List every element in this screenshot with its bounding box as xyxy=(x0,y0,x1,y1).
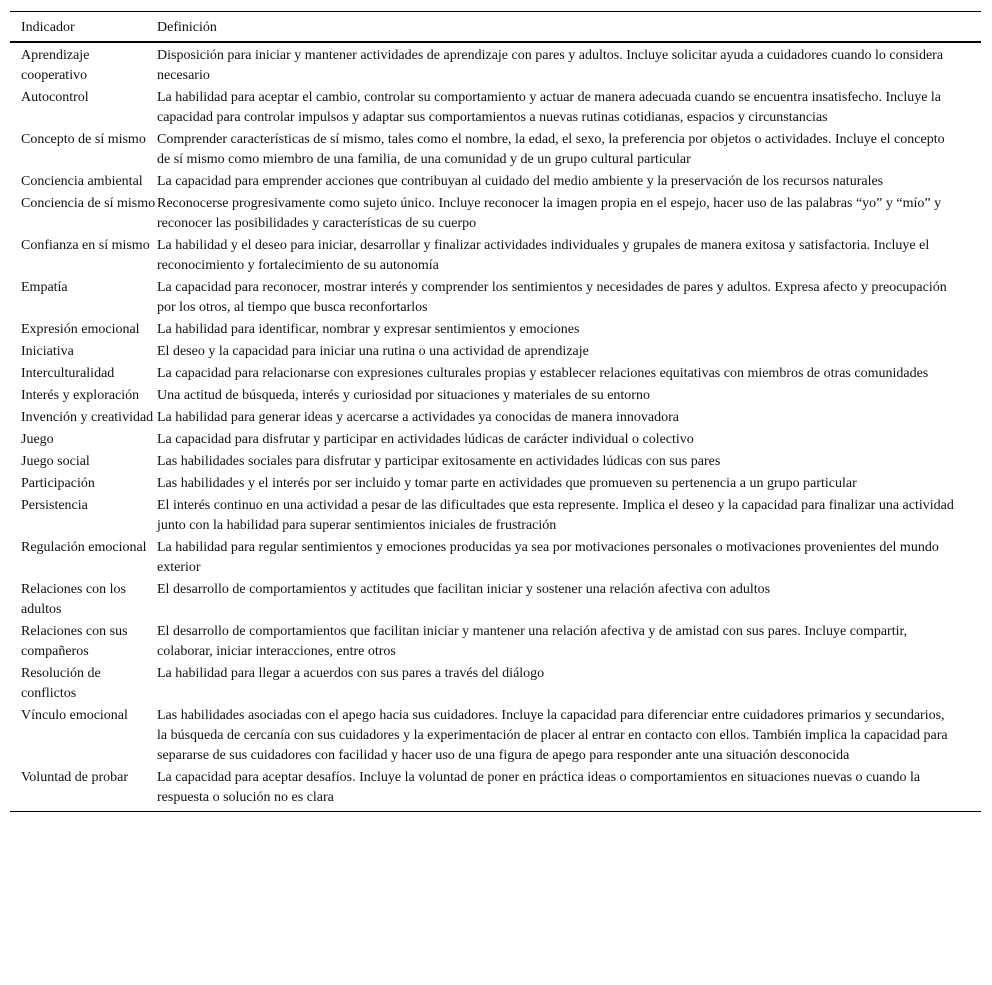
header-indicator: Indicador xyxy=(21,20,75,35)
row-indicator: Relaciones con sus compañeros xyxy=(21,624,128,659)
row-indicator: Conciencia de sí mismo xyxy=(21,196,156,211)
table-row xyxy=(10,171,981,193)
row-definition: La habilidad y el deseo para iniciar, desarrollar y finalizar actividades individuales y grupales de manera exitosa y satisfactoria. Incluye el reconocimiento y fortalecimiento de su autonomía xyxy=(157,238,930,273)
table-row xyxy=(10,341,981,363)
row-indicator: Vínculo emocional xyxy=(21,708,128,723)
row-definition: La habilidad para generar ideas y acercarse a actividades ya conocidas de manera innovadora xyxy=(157,410,680,425)
row-indicator: Interés y exploración xyxy=(21,388,140,403)
row-indicator: Concepto de sí mismo xyxy=(21,132,146,147)
row-indicator: Aprendizaje cooperativo xyxy=(21,48,90,83)
table-header xyxy=(10,12,981,43)
table-row xyxy=(10,429,981,451)
row-definition: Las habilidades y el interés por ser incluido y tomar parte en actividades que promueven su pertenencia a un grupo particular xyxy=(157,476,857,491)
row-definition: La capacidad para disfrutar y participar en actividades lúdicas de carácter individual o colectivo xyxy=(157,432,694,447)
table-row xyxy=(10,663,981,705)
table-row xyxy=(10,87,981,129)
table-row xyxy=(10,705,981,767)
row-definition: El interés continuo en una actividad a pesar de las dificultades que esta represente. Implica el deseo y la capacidad para finalizar una actividad junto con la habilidad para superar sentimientos iniciales de frustración xyxy=(157,498,954,533)
table-row xyxy=(10,579,981,621)
table-row xyxy=(10,407,981,429)
row-indicator: Voluntad de probar xyxy=(21,770,129,785)
row-definition: El desarrollo de comportamientos y actitudes que facilitan iniciar y sostener una relación afectiva con adultos xyxy=(157,582,771,597)
table-row xyxy=(10,45,981,87)
row-definition: La habilidad para aceptar el cambio, controlar su comportamiento y actuar de manera adecuada cuando se encuentra insatisfecho. Incluye la capacidad para controlar impulsos y adaptar sus comportamientos a nuevas rutinas cotidianas, espacios y circunstancias xyxy=(157,90,942,125)
row-indicator: Regulación emocional xyxy=(21,540,147,555)
table-row xyxy=(10,767,981,809)
row-definition: La capacidad para emprender acciones que contribuyan al cuidado del medio ambiente y la preservación de los recursos naturales xyxy=(157,174,884,189)
row-definition: La habilidad para llegar a acuerdos con sus pares a través del diálogo xyxy=(157,666,545,681)
table-row xyxy=(10,363,981,385)
table-row xyxy=(10,193,981,235)
row-indicator: Persistencia xyxy=(21,498,88,513)
row-indicator: Juego xyxy=(21,432,54,447)
row-definition: La capacidad para aceptar desafíos. Incluye la voluntad de poner en práctica ideas o comportamientos en situaciones nuevas o cuando la respuesta o solución no es clara xyxy=(157,770,921,805)
table-row xyxy=(10,129,981,171)
table-body xyxy=(10,43,981,811)
row-definition: Las habilidades asociadas con el apego hacia sus cuidadores. Incluye la capacidad para diferenciar entre cuidadores primarios y secundarios, la búsqueda de cercanía con sus cuidadores y la experimentación de placer al entrar en contacto con ellos. También implica la capacidad para separarse de sus cuidadores con facilidad y hacer uso de una figura de apego para responder ante una situación desconocida xyxy=(157,708,948,763)
row-indicator: Juego social xyxy=(21,454,90,469)
row-indicator: Empatía xyxy=(21,280,68,295)
row-indicator: Interculturalidad xyxy=(21,366,115,381)
table-row xyxy=(10,385,981,407)
row-definition: Comprender características de sí mismo, tales como el nombre, la edad, el sexo, la preferencia por objetos o actividades. Incluye el concepto de sí mismo como miembro de una familia, de una comunidad y de un grupo cultural particular xyxy=(157,132,945,167)
row-indicator: Expresión emocional xyxy=(21,322,140,337)
row-definition: Disposición para iniciar y mantener actividades de aprendizaje con pares y adultos. Incluye solicitar ayuda a cuidadores cuando lo considera necesario xyxy=(157,48,944,83)
row-indicator: Iniciativa xyxy=(21,344,74,359)
indicator-table xyxy=(10,11,981,812)
row-definition: El deseo y la capacidad para iniciar una rutina o una actividad de aprendizaje xyxy=(157,344,589,359)
table-row xyxy=(10,473,981,495)
row-indicator: Resolución de conflictos xyxy=(21,666,101,701)
table-row xyxy=(10,621,981,663)
row-definition: Reconocerse progresivamente como sujeto único. Incluye reconocer la imagen propia en el espejo, hacer uso de las palabras “yo” y “mío” y reconocer las posibilidades y características de su cuerpo xyxy=(157,196,942,231)
row-indicator: Participación xyxy=(21,476,95,491)
table-row xyxy=(10,277,981,319)
row-definition: La capacidad para reconocer, mostrar interés y comprender los sentimientos y necesidades de pares y adultos. Expresa afecto y preocupación por los otros, al tiempo que busca reconfortarlos xyxy=(157,280,947,315)
table-row xyxy=(10,319,981,341)
table-row xyxy=(10,235,981,277)
row-definition: Las habilidades sociales para disfrutar y participar exitosamente en actividades lúdicas con sus pares xyxy=(157,454,721,469)
row-definition: El desarrollo de comportamientos que facilitan iniciar y mantener una relación afectiva y de amistad con sus pares. Incluye compartir, colaborar, iniciar interacciones, entre otros xyxy=(157,624,908,659)
table-row xyxy=(10,451,981,473)
row-definition: La habilidad para regular sentimientos y emociones producidas ya sea por motivaciones personales o motivaciones provenientes del mundo exterior xyxy=(157,540,939,575)
row-indicator: Autocontrol xyxy=(21,90,89,105)
table-row xyxy=(10,495,981,537)
row-definition: La capacidad para relacionarse con expresiones culturales propias y establecer relaciones equitativas con miembros de otras comunidades xyxy=(157,366,929,381)
row-indicator: Invención y creatividad xyxy=(21,410,154,425)
table-row xyxy=(10,537,981,579)
row-indicator: Conciencia ambiental xyxy=(21,174,143,189)
header-definition: Definición xyxy=(157,20,217,35)
row-definition: Una actitud de búsqueda, interés y curiosidad por situaciones y materiales de su entorno xyxy=(157,388,650,403)
row-indicator: Relaciones con los adultos xyxy=(21,582,126,617)
row-indicator: Confianza en sí mismo xyxy=(21,238,150,253)
row-definition: La habilidad para identificar, nombrar y expresar sentimientos y emociones xyxy=(157,322,580,337)
